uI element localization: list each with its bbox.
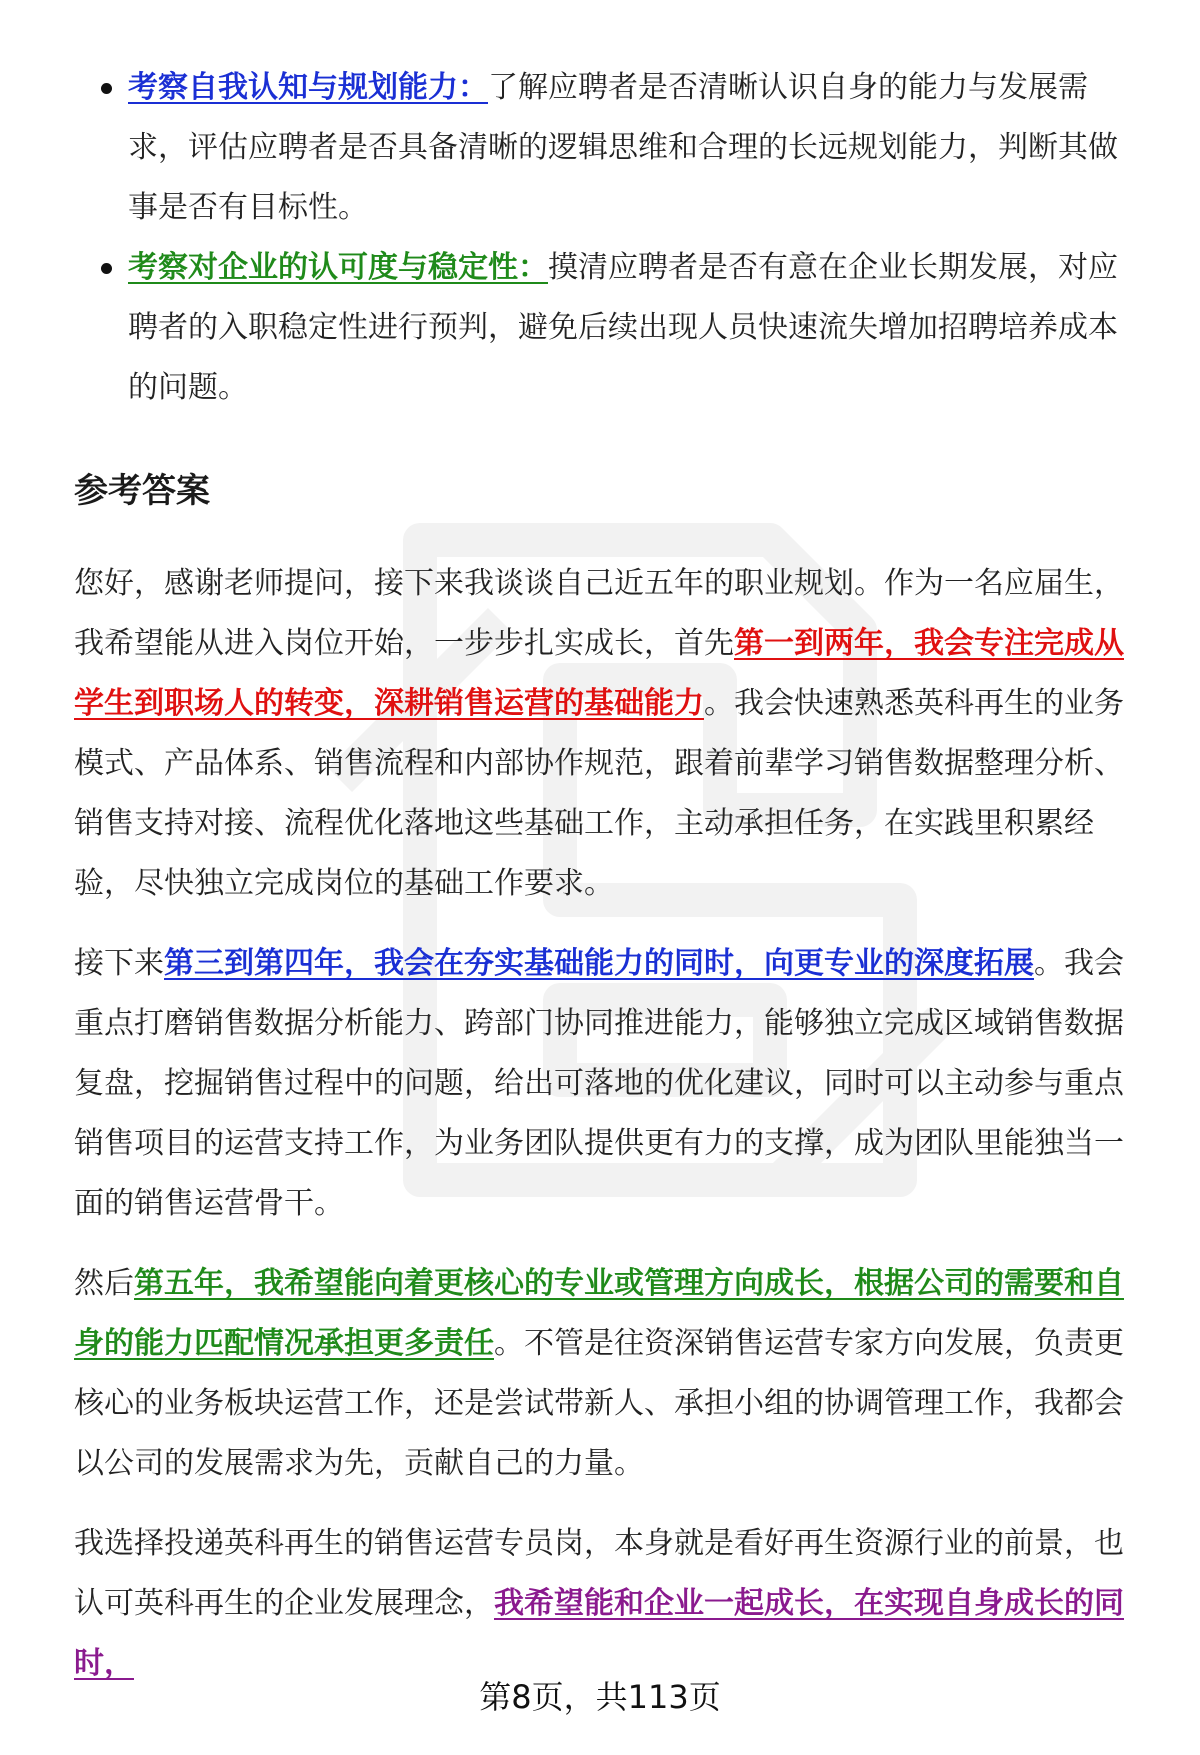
list-item bbox=[74, 238, 1146, 418]
paragraph-text: 然后 bbox=[74, 1266, 134, 1301]
document-content bbox=[74, 58, 1146, 1714]
bullet-dot-icon bbox=[101, 263, 112, 274]
paragraph-text: 。不管是往资深销售运营专家方向发展，负责更核心的业务板块运营工作，还是尝试带新人、承担小组的协调管理工作，我都会以公司的发展需求为先，贡献自己的力量。 bbox=[74, 1326, 1124, 1481]
paragraph-text: 。我会快速熟悉英科再生的业务模式、产品体系、销售流程和内部协作规范，跟着前辈学习销售数据整理分析、销售支持对接、流程优化落地这些基础工作，主动承担任务，在实践里积累经验，尽快独立完成岗位的基础工作要求。 bbox=[74, 686, 1124, 901]
bullet-dot-icon bbox=[101, 83, 112, 94]
paragraph-text: 我选择投递英科再生的销售运营专员岗，本身就是看好再生资源行业的前景，也认可英科再生的企业发展理念， bbox=[74, 1526, 1124, 1621]
bullet-label: 考察对企业的认可度与稳定性： bbox=[128, 250, 548, 285]
page-footer: 第8页，共113页 bbox=[479, 1678, 721, 1716]
bullet-label: 考察自我认知与规划能力： bbox=[128, 70, 488, 105]
paragraph-highlight: 我希望能和企业一起成长，在实现自身成长的同时， bbox=[74, 1586, 1124, 1681]
answer-paragraph-2 bbox=[74, 934, 1146, 1234]
list-item bbox=[74, 58, 1146, 238]
paragraph-text: 您好，感谢老师提问，接下来我谈谈自己近五年的职业规划。作为一名应届生，我希望能从进入岗位开始，一步步扎实成长，首先 bbox=[74, 566, 1124, 661]
answer-paragraph-1 bbox=[74, 554, 1146, 914]
bullet-text: 摸清应聘者是否有意在企业长期发展，对应聘者的入职稳定性进行预判，避免后续出现人员快速流失增加招聘培养成本的问题。 bbox=[128, 250, 1118, 405]
section-title: 参考答案 bbox=[74, 471, 210, 511]
bullet-text: 了解应聘者是否清晰认识自身的能力与发展需求，评估应聘者是否具备清晰的逻辑思维和合理的长远规划能力，判断其做事是否有目标性。 bbox=[128, 70, 1118, 225]
paragraph-text: 。我会重点打磨销售数据分析能力、跨部门协同推进能力，能够独立完成区域销售数据复盘，挖掘销售过程中的问题，给出可落地的优化建议，同时可以主动参与重点销售项目的运营支持工作，为业务团队提供更有力的支撑，成为团队里能独当一面的销售运营骨干。 bbox=[74, 946, 1124, 1221]
paragraph-text: 接下来 bbox=[74, 946, 164, 981]
paragraph-highlight: 第五年，我希望能向着更核心的专业或管理方向成长，根据公司的需要和自身的能力匹配情况承担更多责任 bbox=[74, 1266, 1124, 1361]
answer-paragraph-3 bbox=[74, 1254, 1146, 1494]
criteria-list bbox=[74, 58, 1146, 418]
paragraph-highlight: 第一到两年，我会专注完成从学生到职场人的转变，深耕销售运营的基础能力 bbox=[74, 626, 1124, 721]
paragraph-highlight: 第三到第四年，我会在夯实基础能力的同时，向更专业的深度拓展 bbox=[164, 946, 1034, 981]
answer-paragraph-4 bbox=[74, 1514, 1146, 1694]
